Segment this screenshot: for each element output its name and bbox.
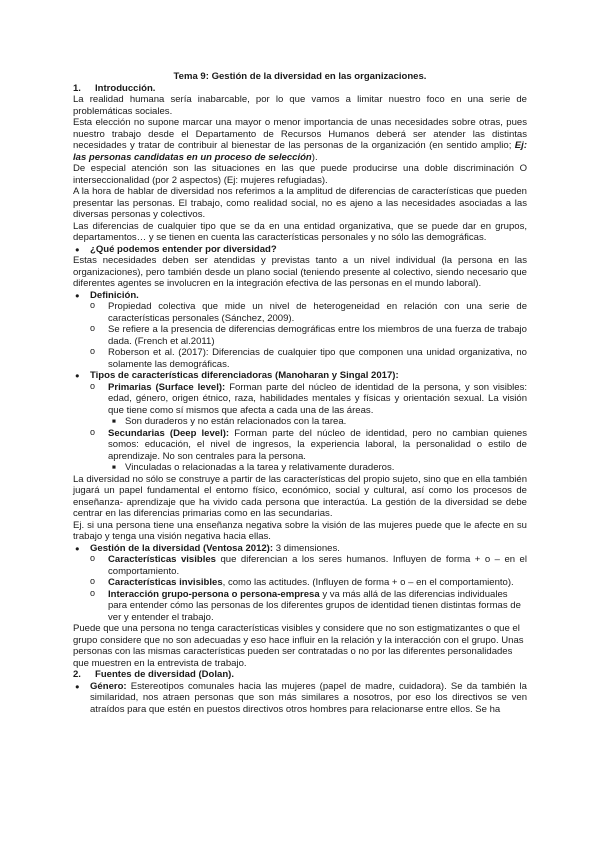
paragraph-1: La realidad humana sería inabarcable, por lo que vamos a limitar nuestro foco en una serie de problemáticas sociales. [73,94,527,117]
bullet-heading: Género: [90,680,127,692]
bullet-diversity-management [73,543,527,555]
section-title: Introducción. [95,82,156,94]
types-subitem: ■ Vinculadas o relacionadas a la tarea y relativamente duraderos. [73,462,527,474]
bullet-gender [73,681,527,716]
management-item-text: que diferencian a los seres humanos. Influyen de forma + o – en el comportamiento. [108,554,527,577]
paragraph-2 [73,117,527,163]
management-item-text: y va más allá de las diferencias individuales para entender cómo las personas de los diferentes grupos de identidad tienen distintas formas de ver y entender el trabajo. [108,588,521,623]
types-item-secondary [73,428,527,463]
paragraph-2-emphasis: Ej: las personas candidatas en un proceso de selección [73,140,527,163]
section-2-heading [73,669,527,681]
management-item-label: Características invisibles [108,577,223,588]
paragraph-2-text: Esta elección no supone marcar una mayor o menor importancia de unas necesidades sobre otras, pues nuestro trabajo desde el Departamento de Recursos Humanos deberá ser atender las distintas necesidades y tratar de contribuir al bienestar de las personas de la organización (en sentido amplio; [73,117,527,151]
paragraph-5: Las diferencias de cualquier tipo que se da en una entidad organizativa, que se puede dar en grupos, departamentos… y se tienen en cuenta las características personales y no sólo las demográficas. [73,220,527,243]
document-title: Tema 9: Gestión de la diversidad en las organizaciones. [173,71,427,82]
bullet-definition [73,290,527,302]
types-item-text: Forman parte del núcleo de identidad de la persona, y son visibles: edad, género, origen étnico, raza, habilidades mentales y físicas y orientación sexual. La visión que tiene como sí mismos que afecta a cada una de las áreas. [108,381,527,416]
bullet-heading: ¿Qué podemos entender por diversidad? [90,243,277,255]
types-item-primary [73,382,527,417]
paragraph-3: De especial atención son las situaciones en las que puede producirse una doble discriminación O interseccionalidad (por 2 aspectos) (Ej: mujeres refugiadas). [73,163,527,186]
paragraph-8: Ej. si una persona tiene una enseñanza negativa sobre la visión de las mujeres puede que le afecte en su trabajo y tenga una visión negativa hacia ellas. [73,519,527,542]
management-item-text: , como las actitudes. (Influyen de forma + o – en el comportamiento). [222,577,514,588]
bullet-text: Estereotipos comunales hacia las mujeres (papel de madre, cuidadora). Se da también la similaridad, nos atraen personas que son más similares a nosotros, por eso los directivos se ven atraídos para que estén en puestos directivos otros hombres para relacionarse entre ellos. Se ha [90,680,527,715]
bullet-heading: Definición. [90,289,139,301]
bullet-heading: Gestión de la diversidad (Ventosa 2012): [90,542,274,554]
types-item-label: Primarias (Surface level): [108,381,226,393]
definition-item: o Se refiere a la presencia de diferencias demográficas entre los miembros de una fuerza de trabajo dada. (French et al.2011) [73,324,527,347]
document-body [73,71,527,715]
paragraph-4: A la hora de hablar de diversidad nos referimos a la amplitud de diferencias de características que pueden presentar las personas. El trabajo, como realidad social, no es ajeno a las necesidades asociadas a las diversas personas y colectivos. [73,186,527,220]
bullet-heading: Tipos de características diferenciadoras (Manoharan y Singal 2017): [90,370,399,381]
management-item [73,577,527,589]
paragraph-9: Puede que una persona no tenga características visibles y considere que no son estigmatizantes o que el grupo considere que no son adecuadas y eso hace influir en la relación y la interacción con el grupo. Unas personas con las mismas características pueden ser contratadas o no por las diferentes personalidades que muestren en la entrevista de trabajo. [73,623,524,669]
definition-item: o Roberson et al. (2017): Diferencias de cualquier tipo que componen una unidad organizativa, no solamente las demográficas. [73,347,527,370]
section-number: 2. [73,669,81,680]
management-item [73,589,527,624]
bullet-types [73,370,527,382]
definition-item: o Propiedad colectiva que mide un nivel de heterogeneidad en relación con una serie de características personales (Sánchez, 2009). [73,301,527,324]
section-1-heading [73,83,527,95]
management-item [73,554,527,577]
types-item-text: Forman parte del núcleo de identidad, pero no cambian quienes somos: educación, el nivel de ingresos, la experiencia laboral, la personalidad o estilo de aprendizaje. No son centrales para la persona. [108,427,528,462]
management-item-label: Interacción grupo-persona o persona-empresa [108,588,320,600]
section-number: 1. [73,82,81,94]
paragraph-7: La diversidad no sólo se construye a partir de las características del propio sujeto, sino que en ella también jugará un papel fundamental el entorno físico, económico, social y cultural, así como los procesos de enseñanza- aprendizaje que ha vivido cada persona que interactúa. La gestión de la diversidad se debe centrar en las diferencias primarias como en las secundarias. [73,473,527,519]
section-title: Fuentes de diversidad (Dolan). [95,669,234,680]
paragraph-6: Estas necesidades deben ser atendidas y previstas tanto a un nivel individual (la persona en las organizaciones), pero también desde un plano social (teniendo presente al colectivo, siendo necesario que diferentes agentes se involucren en la integración efectiva de las personas en el mundo laboral). [73,255,527,289]
bullet-heading-rest: 3 dimensiones. [273,542,340,554]
management-item-label: Características visibles [108,554,216,565]
bullet-question-diversity [73,244,527,256]
types-item-label: Secundarias (Deep level): [108,427,230,439]
types-subitem: ■ Son duraderos y no están relacionados con la tarea. [73,416,527,428]
paragraph-2-end: ). [311,151,318,163]
